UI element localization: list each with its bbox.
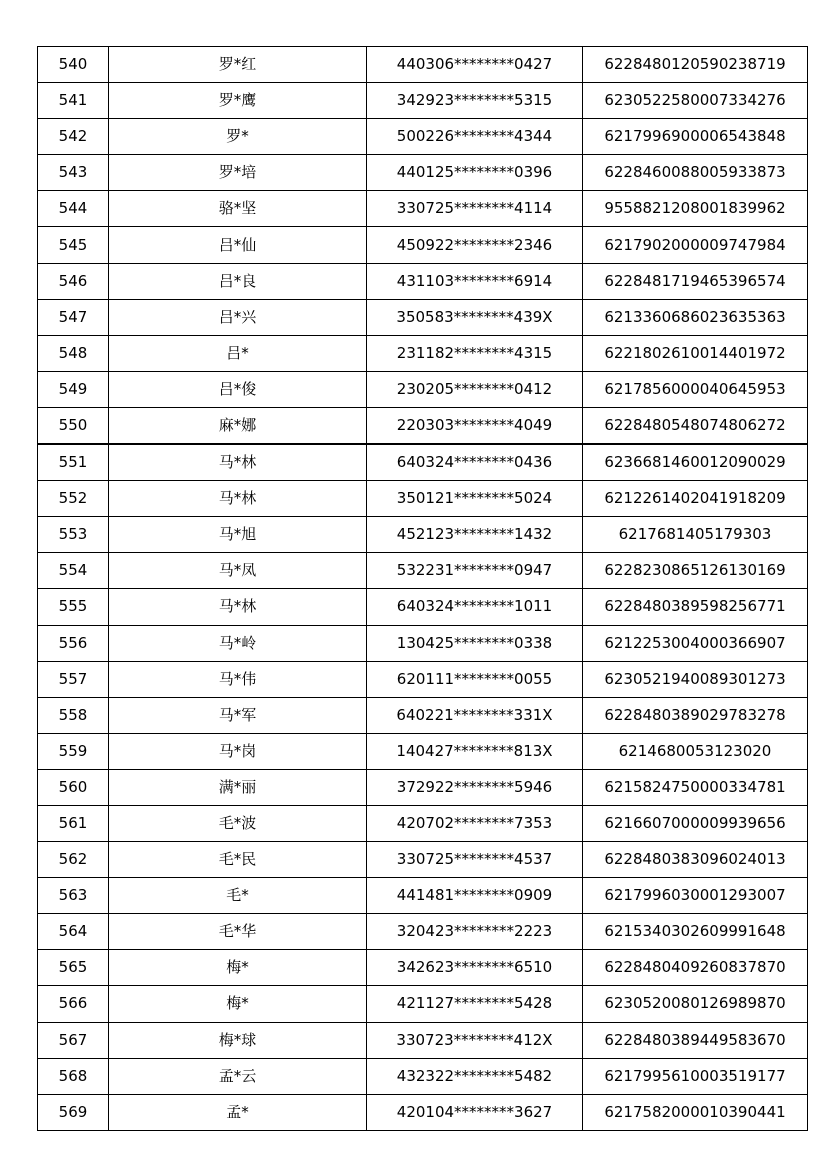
row-number-cell: 555: [38, 589, 109, 625]
table-row: [38, 371, 808, 407]
table-row: [38, 83, 808, 119]
id-number-cell: 230205********0412: [367, 371, 583, 407]
id-number-cell: 350121********5024: [367, 481, 583, 517]
bank-card-cell: 6228480389598256771: [583, 589, 808, 625]
row-number-cell: 563: [38, 878, 109, 914]
bank-card-cell: 6212261402041918209: [583, 481, 808, 517]
bank-card-cell: 6236681460012090029: [583, 444, 808, 481]
name-cell: 孟*云: [109, 1058, 367, 1094]
id-number-cell: 350583********439X: [367, 299, 583, 335]
row-number-cell: 556: [38, 625, 109, 661]
name-cell: 吕*俊: [109, 371, 367, 407]
id-number-cell: 372922********5946: [367, 769, 583, 805]
name-cell: 马*伟: [109, 661, 367, 697]
table-row: [38, 661, 808, 697]
table-row: [38, 481, 808, 517]
table-row: [38, 1094, 808, 1130]
id-number-cell: 640324********1011: [367, 589, 583, 625]
name-cell: 吕*仙: [109, 227, 367, 263]
bank-card-cell: 6212253004000366907: [583, 625, 808, 661]
bank-card-cell: 6228480383096024013: [583, 842, 808, 878]
row-number-cell: 557: [38, 661, 109, 697]
id-number-cell: 330725********4537: [367, 842, 583, 878]
table-row: [38, 227, 808, 263]
id-number-cell: 420104********3627: [367, 1094, 583, 1130]
row-number-cell: 566: [38, 986, 109, 1022]
bank-card-cell: 6228480389029783278: [583, 697, 808, 733]
bank-card-cell: 6228480548074806272: [583, 407, 808, 444]
table-row: [38, 1058, 808, 1094]
bank-card-cell: 6228481719465396574: [583, 263, 808, 299]
bank-card-cell: 6221802610014401972: [583, 335, 808, 371]
table-row: [38, 517, 808, 553]
name-cell: 马*林: [109, 589, 367, 625]
bank-card-cell: 6217995610003519177: [583, 1058, 808, 1094]
id-number-cell: 220303********4049: [367, 407, 583, 444]
name-cell: 毛*民: [109, 842, 367, 878]
name-cell: 马*林: [109, 481, 367, 517]
row-number-cell: 567: [38, 1022, 109, 1058]
bank-card-cell: 6217856000040645953: [583, 371, 808, 407]
id-number-cell: 450922********2346: [367, 227, 583, 263]
id-number-cell: 342923********5315: [367, 83, 583, 119]
name-cell: 罗*培: [109, 155, 367, 191]
row-number-cell: 543: [38, 155, 109, 191]
name-cell: 毛*波: [109, 805, 367, 841]
bank-card-cell: 6228480389449583670: [583, 1022, 808, 1058]
name-cell: 麻*娜: [109, 407, 367, 444]
row-number-cell: 549: [38, 371, 109, 407]
name-cell: 马*林: [109, 444, 367, 481]
row-number-cell: 565: [38, 950, 109, 986]
id-number-cell: 432322********5482: [367, 1058, 583, 1094]
row-number-cell: 540: [38, 47, 109, 83]
id-number-cell: 421127********5428: [367, 986, 583, 1022]
id-number-cell: 532231********0947: [367, 553, 583, 589]
name-cell: 梅*: [109, 986, 367, 1022]
row-number-cell: 560: [38, 769, 109, 805]
name-cell: 罗*红: [109, 47, 367, 83]
name-cell: 梅*: [109, 950, 367, 986]
id-number-cell: 640221********331X: [367, 697, 583, 733]
bank-card-cell: 6228460088005933873: [583, 155, 808, 191]
name-cell: 毛*: [109, 878, 367, 914]
row-number-cell: 569: [38, 1094, 109, 1130]
row-number-cell: 551: [38, 444, 109, 481]
id-number-cell: 420702********7353: [367, 805, 583, 841]
table-row: [38, 733, 808, 769]
recipient-table: [37, 46, 808, 1131]
row-number-cell: 568: [38, 1058, 109, 1094]
row-number-cell: 552: [38, 481, 109, 517]
row-number-cell: 564: [38, 914, 109, 950]
row-number-cell: 541: [38, 83, 109, 119]
table-row: [38, 697, 808, 733]
table-row: [38, 986, 808, 1022]
row-number-cell: 542: [38, 119, 109, 155]
name-cell: 马*旭: [109, 517, 367, 553]
name-cell: 毛*华: [109, 914, 367, 950]
table-row: [38, 878, 808, 914]
row-number-cell: 554: [38, 553, 109, 589]
bank-card-cell: 6228230865126130169: [583, 553, 808, 589]
bank-card-cell: 6213360686023635363: [583, 299, 808, 335]
table-row: [38, 119, 808, 155]
bank-card-cell: 6230520080126989870: [583, 986, 808, 1022]
id-number-cell: 452123********1432: [367, 517, 583, 553]
name-cell: 吕*: [109, 335, 367, 371]
name-cell: 满*丽: [109, 769, 367, 805]
bank-card-cell: 6217996900006543848: [583, 119, 808, 155]
id-number-cell: 342623********6510: [367, 950, 583, 986]
id-number-cell: 440306********0427: [367, 47, 583, 83]
bank-card-cell: 6215824750000334781: [583, 769, 808, 805]
row-number-cell: 550: [38, 407, 109, 444]
name-cell: 梅*球: [109, 1022, 367, 1058]
table-row: [38, 842, 808, 878]
table-row: [38, 769, 808, 805]
name-cell: 罗*: [109, 119, 367, 155]
table-row: [38, 589, 808, 625]
table-row: [38, 47, 808, 83]
id-number-cell: 330723********412X: [367, 1022, 583, 1058]
id-number-cell: 441481********0909: [367, 878, 583, 914]
name-cell: 马*岗: [109, 733, 367, 769]
row-number-cell: 547: [38, 299, 109, 335]
name-cell: 骆*坚: [109, 191, 367, 227]
bank-card-cell: 6230521940089301273: [583, 661, 808, 697]
row-number-cell: 548: [38, 335, 109, 371]
id-number-cell: 231182********4315: [367, 335, 583, 371]
row-number-cell: 553: [38, 517, 109, 553]
bank-card-cell: 9558821208001839962: [583, 191, 808, 227]
table-row: [38, 805, 808, 841]
table-body: [38, 47, 808, 1131]
table-row: [38, 299, 808, 335]
name-cell: 孟*: [109, 1094, 367, 1130]
row-number-cell: 559: [38, 733, 109, 769]
id-number-cell: 140427********813X: [367, 733, 583, 769]
name-cell: 吕*良: [109, 263, 367, 299]
table-row: [38, 444, 808, 481]
bank-card-cell: 6217681405179303: [583, 517, 808, 553]
name-cell: 马*军: [109, 697, 367, 733]
table-row: [38, 950, 808, 986]
bank-card-cell: 6230522580007334276: [583, 83, 808, 119]
table-row: [38, 625, 808, 661]
bank-card-cell: 6228480120590238719: [583, 47, 808, 83]
bank-card-cell: 6217582000010390441: [583, 1094, 808, 1130]
name-cell: 马*凤: [109, 553, 367, 589]
table-row: [38, 191, 808, 227]
bank-card-cell: 6217996030001293007: [583, 878, 808, 914]
row-number-cell: 546: [38, 263, 109, 299]
table-row: [38, 155, 808, 191]
table-row: [38, 263, 808, 299]
row-number-cell: 544: [38, 191, 109, 227]
table-row: [38, 335, 808, 371]
name-cell: 马*岭: [109, 625, 367, 661]
row-number-cell: 561: [38, 805, 109, 841]
id-number-cell: 640324********0436: [367, 444, 583, 481]
bank-card-cell: 6217902000009747984: [583, 227, 808, 263]
id-number-cell: 500226********4344: [367, 119, 583, 155]
id-number-cell: 440125********0396: [367, 155, 583, 191]
id-number-cell: 431103********6914: [367, 263, 583, 299]
row-number-cell: 545: [38, 227, 109, 263]
table-row: [38, 407, 808, 444]
id-number-cell: 620111********0055: [367, 661, 583, 697]
table-row: [38, 553, 808, 589]
id-number-cell: 320423********2223: [367, 914, 583, 950]
id-number-cell: 330725********4114: [367, 191, 583, 227]
id-number-cell: 130425********0338: [367, 625, 583, 661]
row-number-cell: 558: [38, 697, 109, 733]
bank-card-cell: 6216607000009939656: [583, 805, 808, 841]
table-row: [38, 1022, 808, 1058]
bank-card-cell: 6214680053123020: [583, 733, 808, 769]
table-row: [38, 914, 808, 950]
row-number-cell: 562: [38, 842, 109, 878]
name-cell: 吕*兴: [109, 299, 367, 335]
bank-card-cell: 6215340302609991648: [583, 914, 808, 950]
name-cell: 罗*鹰: [109, 83, 367, 119]
bank-card-cell: 6228480409260837870: [583, 950, 808, 986]
